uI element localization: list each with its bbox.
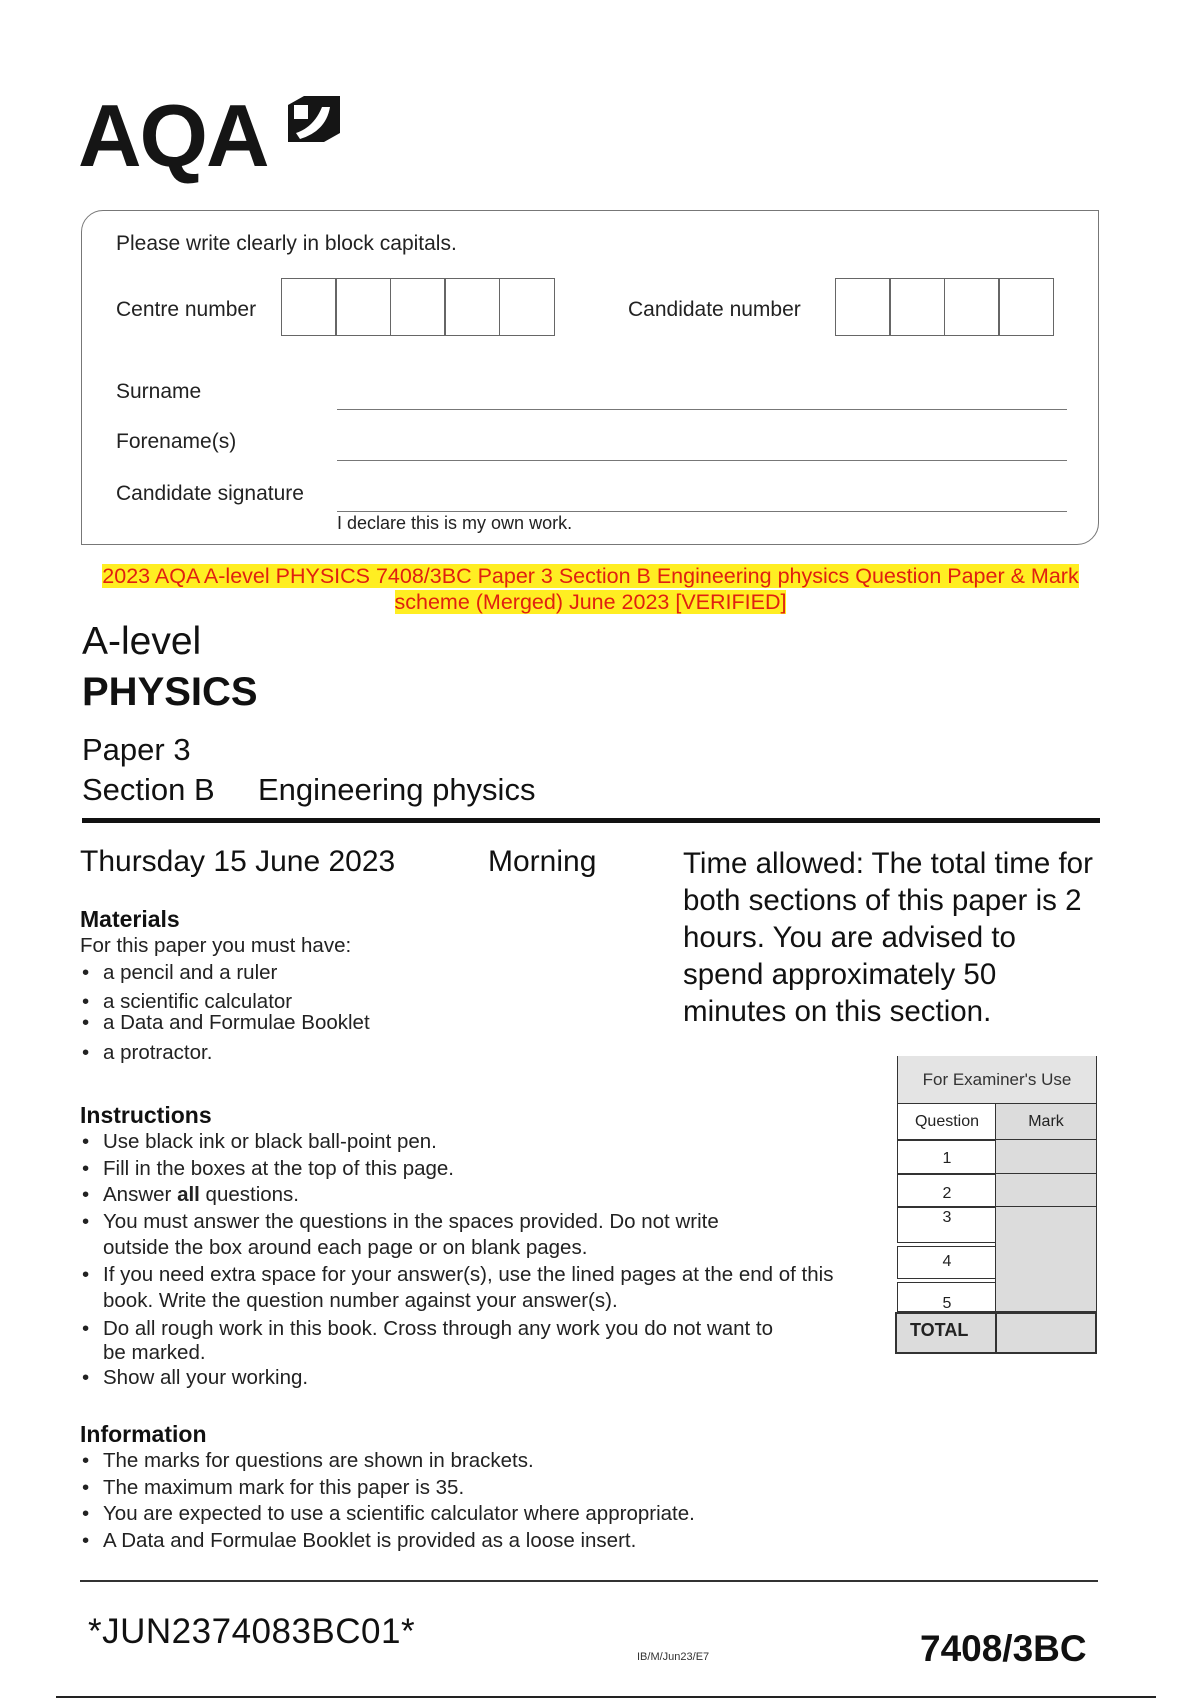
centre-number-digit[interactable] xyxy=(281,278,337,336)
question-number-cell: 3 xyxy=(897,1206,997,1243)
information-section xyxy=(80,1421,870,1554)
candidate-number-digit[interactable] xyxy=(944,278,1000,336)
centre-number-digit[interactable] xyxy=(390,278,446,336)
section-label: Section B xyxy=(82,772,215,807)
section-name: Engineering physics xyxy=(258,772,536,807)
title-divider xyxy=(82,818,1100,823)
list-item: • Fill in the boxes at the top of this page. xyxy=(80,1156,870,1183)
declaration-text: I declare this is my own work. xyxy=(337,513,573,533)
qualification-level: A-level xyxy=(82,620,202,663)
centre-number-field[interactable] xyxy=(282,278,555,336)
total-label: TOTAL xyxy=(895,1312,997,1354)
materials-intro: For this paper you must have: xyxy=(80,934,352,957)
forenames-label: Forename(s) xyxy=(116,430,237,453)
list-item: • a Data and Formulae Booklet xyxy=(80,1012,720,1034)
centre-number-label: Centre number xyxy=(116,298,257,321)
question-number-cell: 1 xyxy=(897,1139,997,1175)
examiner-table-heading: For Examiner's Use xyxy=(897,1056,1097,1103)
list-item: • a scientific calculator xyxy=(80,992,720,1012)
list-item: • The maximum mark for this paper is 35. xyxy=(80,1475,870,1502)
mark-cell[interactable] xyxy=(995,1139,1097,1175)
list-item: • Use black ink or black ball-point pen. xyxy=(80,1129,870,1156)
banner-text: 2023 AQA A-level PHYSICS 7408/3BC Paper 3 Section B Engineering physics Question Paper & Mark scheme (Merged) June 2023 [VERIFIED] xyxy=(102,564,1079,614)
centre-number-digit[interactable] xyxy=(444,278,500,336)
total-mark-cell[interactable] xyxy=(995,1312,1097,1354)
materials-heading: Materials xyxy=(80,906,180,932)
surname-field[interactable] xyxy=(337,409,1067,410)
reference-code: IB/M/Jun23/E7 xyxy=(637,1651,710,1663)
candidate-number-field[interactable] xyxy=(836,278,1054,336)
aqa-logo-mark xyxy=(286,93,340,145)
footer-divider xyxy=(80,1580,1098,1582)
list-item: • Answer all questions. xyxy=(80,1182,870,1209)
question-number-cell: 4 xyxy=(897,1246,997,1279)
paper-code: 7408/3BC xyxy=(920,1628,1087,1669)
list-item: • a protractor. xyxy=(80,1040,720,1067)
materials-list xyxy=(80,960,720,1067)
barcode-text: *JUN2374083BC01* xyxy=(88,1612,416,1651)
list-item: • The marks for questions are shown in brackets. xyxy=(80,1448,870,1475)
signature-field[interactable] xyxy=(337,511,1067,512)
list-item: • You must answer the questions in the spaces provided. Do not write outside the box around each page or on blank pages. xyxy=(80,1209,773,1262)
page-bottom-rule xyxy=(56,1696,1156,1698)
mark-column-header: Mark xyxy=(995,1103,1097,1141)
mark-cell[interactable] xyxy=(995,1206,1097,1312)
information-heading: Information xyxy=(80,1421,207,1447)
list-item: • You are expected to use a scientific calculator where appropriate. xyxy=(80,1501,870,1528)
question-number-cell: 5 xyxy=(897,1282,997,1312)
candidate-number-digit[interactable] xyxy=(835,278,891,336)
information-list xyxy=(80,1448,870,1554)
document-title-banner xyxy=(83,563,1098,615)
time-allowed: Time allowed: The total time for both sections of this paper is 2 hours. You are advised to spend approximately 50 minutes on this section. xyxy=(683,847,1093,1028)
list-item: • If you need extra space for your answer(s), use the lined pages at the end of this book. Write the question number against your answer(s). xyxy=(80,1262,870,1315)
list-item: • A Data and Formulae Booklet is provided as a loose insert. xyxy=(80,1528,870,1555)
forenames-field[interactable] xyxy=(337,460,1067,461)
list-item: • Do all rough work in this book. Cross through any work you do not want to be marked. xyxy=(80,1317,793,1365)
candidate-number-label: Candidate number xyxy=(628,298,801,321)
centre-number-digit[interactable] xyxy=(499,278,555,336)
candidate-number-digit[interactable] xyxy=(998,278,1054,336)
instructions-list xyxy=(80,1129,870,1391)
surname-label: Surname xyxy=(116,380,202,403)
instructions-section xyxy=(80,1102,870,1391)
exam-session: Morning xyxy=(488,845,597,878)
mark-cell[interactable] xyxy=(995,1173,1097,1208)
instructions-heading: Instructions xyxy=(80,1102,212,1128)
question-number-cell: 2 xyxy=(897,1173,997,1208)
subject-title: PHYSICS xyxy=(82,670,258,714)
question-column-header: Question xyxy=(897,1103,997,1141)
paper-number: Paper 3 xyxy=(82,732,191,767)
materials-section xyxy=(80,906,720,1067)
signature-label: Candidate signature xyxy=(116,482,304,505)
list-item: • Show all your working. xyxy=(80,1365,870,1392)
centre-number-digit[interactable] xyxy=(335,278,391,336)
exam-date: Thursday 15 June 2023 xyxy=(80,845,396,878)
block-capitals-instruction: Please write clearly in block capitals. xyxy=(116,232,457,255)
list-item: • a pencil and a ruler xyxy=(80,960,720,987)
candidate-number-digit[interactable] xyxy=(889,278,945,336)
aqa-logo-text: AQA xyxy=(78,86,268,185)
